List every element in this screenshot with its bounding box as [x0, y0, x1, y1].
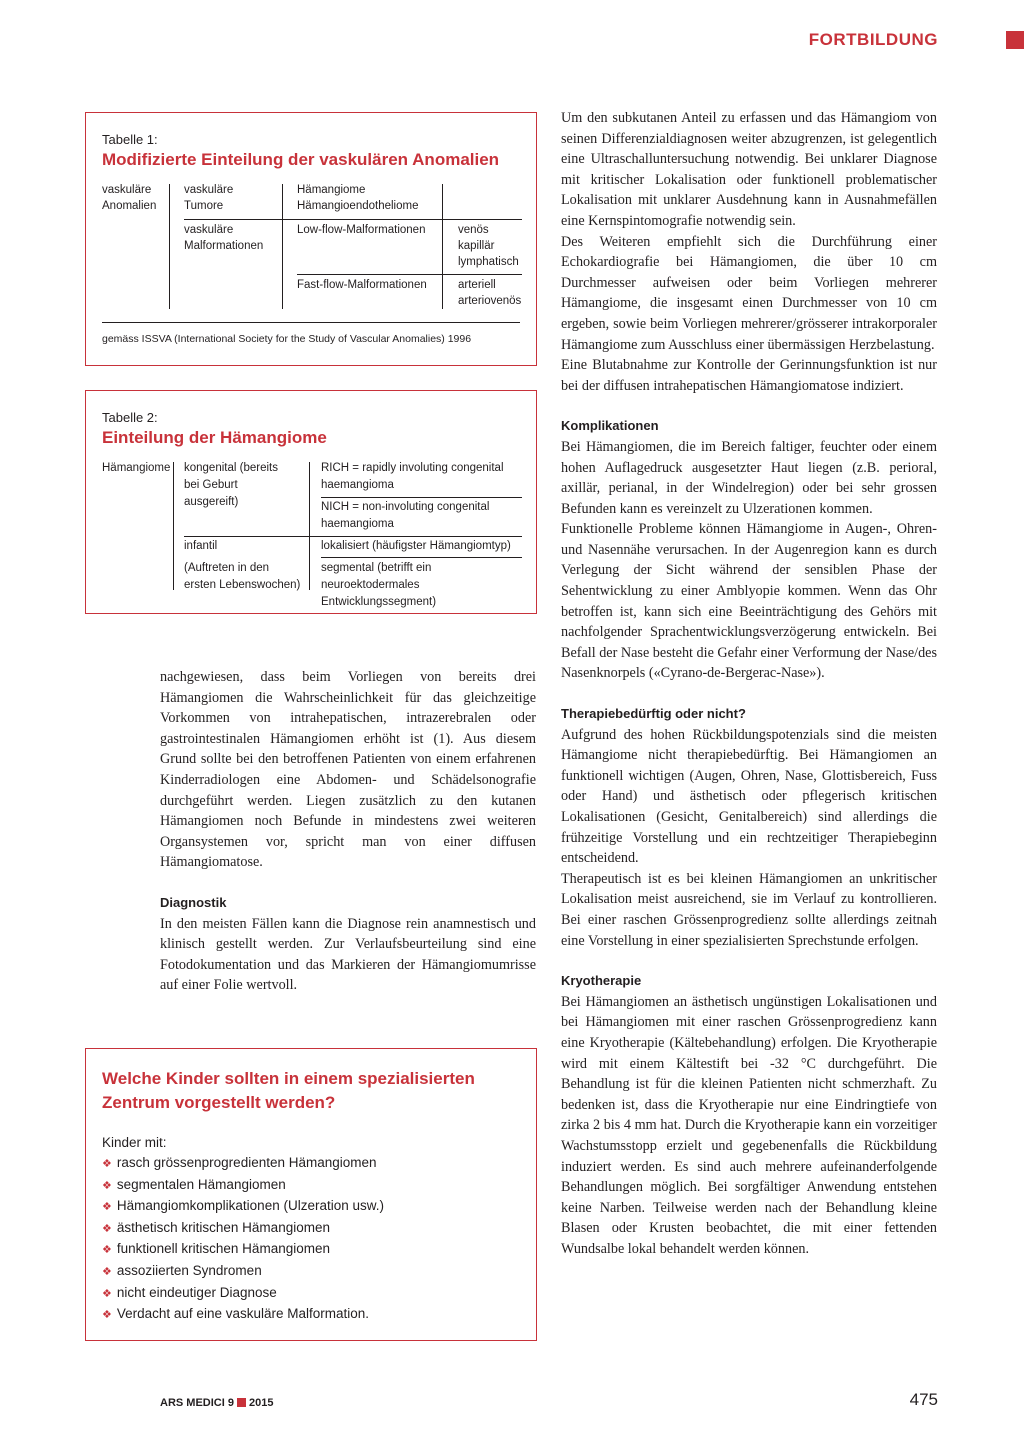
paragraph: Bei Hämangiomen, die im Bereich faltiger, feuchter oder einem hohen Auflagedruck ausgesetzter Haut liegen (z.B. perioral, axillär, perianal, in der Windelregion) oder bei sehr grossen Befunden kann es vereinzelt zu Ulzerationen kommen. [561, 438, 937, 517]
t1-low-flow-types: venös kapillär lymphatisch [458, 224, 519, 268]
t2-nich: NICH = non-involuting congenital haemangioma [321, 501, 490, 530]
paragraph: Bei Hämangiomen an ästhetisch ungünstigen Lokalisationen und bei Hämangiomen mit einer raschen Grössenprogredienz kann eine Kryotherapie (Kältebehandlung) erfolgen. Die Kryotherapie wird mit einem Kältestift bei -32 °C durchgeführt. Die Behandlung ist für die kleinen Patienten nicht schmerzhaft. Zu bedenken ist, dass die Kryotherapie nur eine Eindringtiefe von zirka 2 bis 4 mm hat. Durch die Kryotherapie kann ein vorzeitiger Wachstumsstopp erzielt und gegebenenfalls die Rückbildung induziert werden. Es sind auch mehrere aufeinanderfolgende Behandlungen möglich. Bei sorgfältiger Anwendung entstehen keine Narben. Teilweise werden nach der Behandlung kleine Blasen oder Krusten beobachtet, die mit einer fettenden Wundsalbe lokal behandelt werden können. [561, 993, 937, 1257]
list-item: ❖ funktionell kritischen Hämangiomen [102, 1241, 330, 1257]
t1-divider-3 [442, 184, 443, 309]
t2-localized-separator [321, 557, 522, 558]
t2-divider-2 [309, 462, 310, 590]
t1-tumor-items: Hämangiome Hämangioendotheliome [297, 184, 419, 212]
info-box-list [102, 1153, 520, 1326]
t2-col-hemangiomas: Hämangiome [102, 462, 171, 474]
t1-fast-flow-types: arteriell arteriovenös [458, 279, 522, 307]
table-2-caption: Tabelle 2: [102, 410, 158, 425]
t2-divider-1 [173, 462, 174, 590]
paragraph: Um den subkutanen Anteil zu erfassen und das Hämangiom von seinen Differenzialdiagnosen weiter abzugrenzen, ist gelegentlich eine Ultraschalluntersuchung notwendig. Bei unklarer Diagnose mit kritischer Lokalisation oder funktionell problematischer Lokalisation mit unklarer Ausdehnung kann in Ausnahmefällen eine Kernspintomografie notwendig sein. [561, 110, 937, 229]
diamond-bullet-icon: ❖ [102, 1201, 112, 1214]
heading-diagnostik: Diagnostik [160, 894, 227, 910]
journal-footer [160, 1397, 273, 1409]
diamond-bullet-icon: ❖ [102, 1158, 112, 1170]
list-item: ❖ assoziierten Syndromen [102, 1262, 262, 1278]
journal-name: ARS MEDICI 9 [160, 1397, 234, 1409]
paragraph: Therapeutisch ist es bei kleinen Hämangiomen an unkritischer Lokalisation meist ausreichend, sie im Verlauf zu kontrollieren. Bei einer raschen Grössenprogredienz sollte allerdings zeitnah eine Vorstellung in einer spezialisierten Sprechstunde erfolgen. [561, 870, 937, 949]
diamond-bullet-icon: ❖ [102, 1309, 112, 1322]
t2-segmental: segmental (betrifft ein neuroektodermales Entwicklungssegment) [321, 562, 437, 608]
list-item: ❖ rasch grössenprogredienten Hämangiomen [102, 1155, 377, 1170]
info-box-lead: Kinder mit: [102, 1135, 167, 1150]
paragraph: nachgewiesen, dass beim Vorliegen von bereits drei Hämangiomen die Wahrscheinlichkeit für das gleichzeitige Vorkommen von intrahepatischen, intrazerebralen oder gastrointestinalen Hämangiomen erhöht ist (1). Aus diesem Grund sollte bei den betroffenen Patienten von einem erfahrenen Kinderradiologen eine Abdomen- und Schädelsonografie durchgeführt werden. Liegen zusätzlich zu den kutanen Hämangiomen noch Befunde in mindestens zwei weiteren Organsystemen vor, spricht man von einer diffusen Hämangiomatose. [160, 669, 536, 871]
t2-infantile-note: (Auftreten in den ersten Lebenswochen) [184, 562, 301, 591]
diamond-bullet-icon: ❖ [102, 1222, 112, 1235]
diamond-bullet-icon: ❖ [102, 1287, 112, 1300]
left-column [160, 667, 536, 996]
paragraph: Funktionelle Probleme können Hämangiome in Augen-, Ohren- und Nasennähe verursachen. In der Augenregion kann es durch Verlegung der Sicht während der sensiblen Phase der Sehentwicklung zu einer Amblyopie kommen. Wenn das Ohr betroffen ist, kann sich eine Beeinträchtigung des Gehörs mit nachfolgender Sprachentwicklungsverzögerung entwickeln. Bei Befall der Nase besteht die Gefahr einer Verformung der Nase/des Nasenknorpels («Cyrano-de-Bergerac-Nase»). [561, 521, 937, 682]
t2-row-separator [184, 536, 522, 537]
heading-komplikationen: Komplikationen [561, 418, 659, 434]
table-1-note: gemäss ISSVA (International Society for the Study of Vascular Anomalies) 1996 [102, 333, 472, 345]
list-item: ❖ Verdacht auf eine vaskuläre Malformation. [102, 1306, 370, 1322]
t2-congenital: kongenital (bereits bei Geburt ausgereift) [184, 462, 278, 508]
info-box-title: Welche Kinder sollten in einem spezialisierten Zentrum vorgestellt werden? [102, 1069, 475, 1112]
diamond-bullet-icon: ❖ [102, 1244, 112, 1257]
heading-kryotherapie: Kryotherapie [561, 973, 642, 989]
table-1-title: Modifizierte Einteilung der vaskulären Anomalien [102, 150, 500, 169]
paragraph: Eine Blutabnahme zur Kontrolle der Gerinnungsfunktion ist nur bei der diffusen intrahepatischen Hämangiomatose indiziert. [561, 357, 937, 394]
info-box [85, 1048, 537, 1341]
t1-low-flow: Low-flow-Malformationen [297, 224, 426, 236]
table-2-title: Einteilung der Hämangiome [102, 428, 327, 447]
t1-divider-2 [282, 184, 283, 309]
paragraph: Aufgrund des hohen Rückbildungspotenzials sind die meisten Hämangiome nicht therapiebedürftig. Bei Hämangiomen an funktionell wichtigen (Augen, Ohren, Nase, Glottisbereich, Fuss oder Hand) und ästhetisch oder pflegerisch kritischen Lokalisationen (Gesicht, Genitalbereich) sind allerdings die frühzeitige Vorstellung und ein rechtzeitiger Therapiebeginn entscheidend. [561, 726, 937, 867]
heading-therapie: Therapiebedürftig oder nicht? [561, 706, 746, 722]
t1-fast-flow: Fast-flow-Malformationen [297, 279, 427, 291]
t1-bottom-rule [102, 322, 520, 323]
section-marker [1006, 31, 1024, 49]
table-1-grid [102, 182, 520, 312]
t2-localized: lokalisiert (häufigster Hämangiomtyp) [321, 540, 511, 552]
t1-col-vascular-anomalies: vaskuläre Anomalien [102, 184, 157, 212]
t2-infantile: infantil [184, 540, 218, 552]
t1-vascular-tumors: vaskuläre Tumore [184, 184, 234, 212]
table-2-grid [102, 460, 520, 608]
t2-rich-separator [321, 497, 522, 498]
section-label: FORTBILDUNG [808, 30, 938, 49]
t1-divider-1 [169, 184, 170, 309]
footer-square [237, 1398, 246, 1407]
table-1 [85, 112, 537, 366]
paragraph: In den meisten Fällen kann die Diagnose rein anamnestisch und klinisch gestellt werden. Zur Verlaufsbeurteilung sind eine Fotodokumentation und das Markieren der Hämangiomumrisse auf einer Folie wertvoll. [160, 915, 536, 994]
list-item: ❖ nicht eindeutiger Diagnose [102, 1284, 277, 1300]
diamond-bullet-icon: ❖ [102, 1179, 112, 1192]
t1-vascular-malformations: vaskuläre Malformationen [184, 224, 264, 252]
t1-flow-separator [297, 274, 522, 275]
journal-year: 2015 [248, 1397, 274, 1409]
t2-rich: RICH = rapidly involuting congenital haemangioma [321, 462, 504, 491]
list-item: ❖ Hämangiomkomplikationen (Ulzeration usw.) [102, 1198, 384, 1214]
diamond-bullet-icon: ❖ [102, 1265, 112, 1278]
t1-row-separator [184, 219, 522, 220]
list-item: ❖ segmentalen Hämangiomen [102, 1176, 286, 1192]
table-2 [85, 390, 537, 614]
paragraph: Des Weiteren empfiehlt sich die Durchführung einer Echokardiografie bei Hämangiomen, die über 10 cm Durchmesser aufweisen oder beim Vorliegen mehrerer Hämangiome, die insgesamt einen Durchmesser von 10 cm ergeben, sowie beim Vorliegen mehrerer/grösserer intrakorporaler Hämangiome zum Ausschluss einer übermässigen Herzbelastung. [561, 233, 937, 353]
list-item: ❖ ästhetisch kritischen Hämangiomen [102, 1219, 330, 1235]
page-number: 475 [909, 1390, 938, 1409]
right-column [561, 108, 937, 1259]
table-1-caption: Tabelle 1: [102, 132, 158, 147]
